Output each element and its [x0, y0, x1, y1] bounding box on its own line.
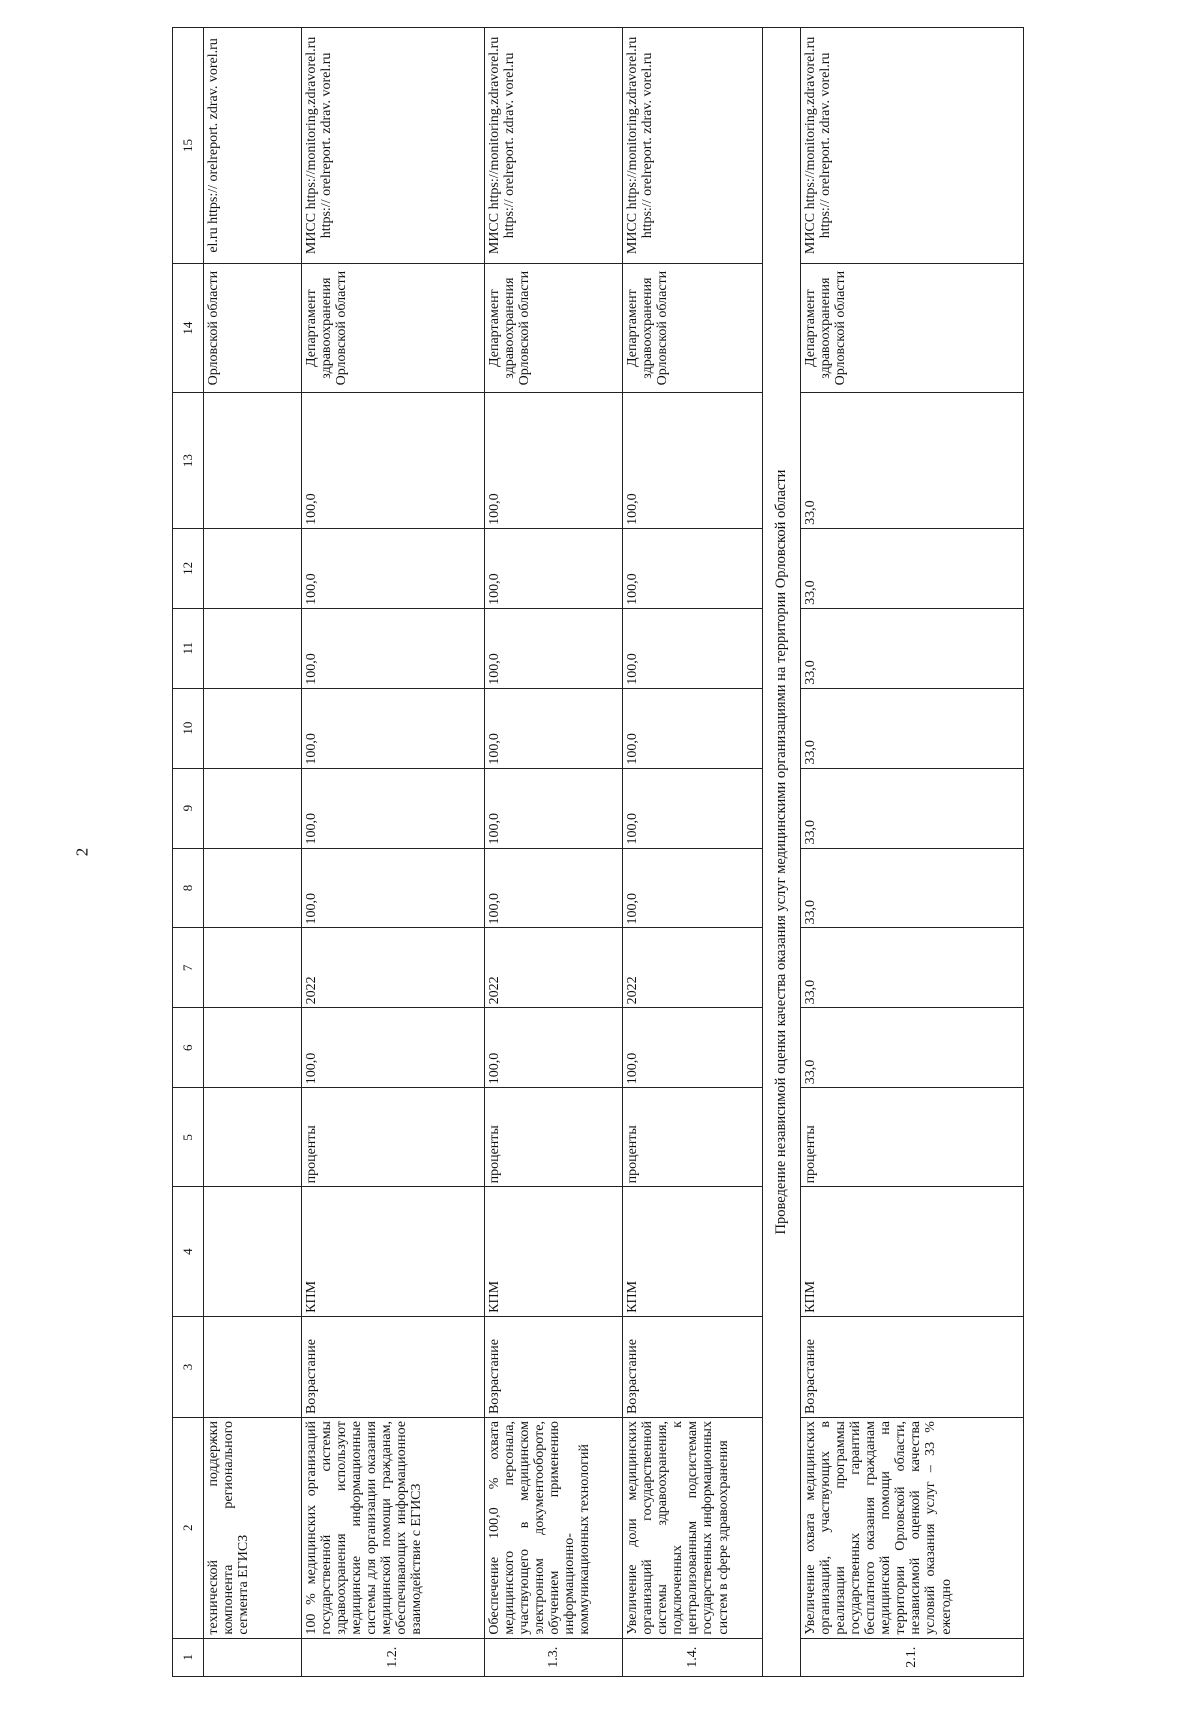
base-year-cell: 33,0 [800, 928, 1023, 1008]
indicators-table [172, 27, 1024, 1677]
table-row [622, 28, 762, 1677]
value-cell: 100,0 [484, 768, 622, 848]
header-cell: 15 [173, 28, 204, 264]
row-number: 1.2. [301, 1638, 484, 1676]
value-cell: 100,0 [301, 528, 484, 608]
responsible-cell: Департамент здравоохранения Орловской области [800, 263, 1023, 392]
value-cell: 100,0 [622, 848, 762, 928]
header-row [173, 28, 204, 1677]
indicator-description: технической поддержки компонента регионального сегмента ЕГИСЗ [203, 1418, 301, 1639]
header-cell: 7 [173, 928, 204, 1008]
base-value-cell: 33,0 [800, 1008, 1023, 1088]
table-row [301, 28, 484, 1677]
trend-cell: Возрастание [800, 1316, 1023, 1417]
type-cell: КПМ [301, 1187, 484, 1316]
trend-cell: Возрастание [484, 1316, 622, 1417]
unit-cell: проценты [622, 1088, 762, 1187]
trend-cell [203, 1316, 301, 1417]
header-cell: 3 [173, 1316, 204, 1417]
value-cell: 100,0 [484, 848, 622, 928]
value-cell: 100,0 [484, 393, 622, 529]
value-cell: 100,0 [622, 393, 762, 529]
source-cell: МИСС https://monitoring.zdravorel.ru https:// orelreport. zdrav. vorel.ru [301, 28, 484, 264]
indicator-description: Увеличение доли медицинских организаций государственной системы здравоохранения, подключенных к централизованным подсистемам государственных информационных систем в сфере здравоохранения [622, 1418, 762, 1639]
base-value-cell: 100,0 [484, 1008, 622, 1088]
rotated-table-container [172, 27, 1024, 1677]
value-cell: 33,0 [800, 688, 1023, 768]
row-number: 1.3. [484, 1638, 622, 1676]
base-year-cell [203, 928, 301, 1008]
value-cell: 33,0 [800, 528, 1023, 608]
responsible-cell: Департамент здравоохранения Орловской области [484, 263, 622, 392]
type-cell: КПМ [800, 1187, 1023, 1316]
header-cell: 10 [173, 688, 204, 768]
header-cell: 9 [173, 768, 204, 848]
responsible-cell: Департамент здравоохранения Орловской области [622, 263, 762, 392]
row-number: 1.4. [622, 1638, 762, 1676]
indicator-description: Увеличение охвата медицинских организаций, участвующих в реализации программы государственных гарантий бесплатного оказания гражданам медицинской помощи на территории Орловской области, независимой оценкой качества условий оказания услуг – 33 % ежегодно [800, 1418, 1023, 1639]
base-value-cell: 100,0 [622, 1008, 762, 1088]
responsible-cell: Департамент здравоохранения Орловской области [301, 263, 484, 392]
base-year-cell: 2022 [301, 928, 484, 1008]
value-cell: 100,0 [301, 393, 484, 529]
base-year-cell: 2022 [622, 928, 762, 1008]
value-cell: 33,0 [800, 768, 1023, 848]
type-cell [203, 1187, 301, 1316]
header-cell: 14 [173, 263, 204, 392]
base-year-cell: 2022 [484, 928, 622, 1008]
value-cell: 100,0 [484, 688, 622, 768]
header-cell: 11 [173, 608, 204, 688]
value-cell: 100,0 [622, 608, 762, 688]
indicator-description: Обеспечение 100,0 % охвата медицинского персонала, участвующего в медицинском электронном документообороте, обучением применению информационно-коммуникационных технологий [484, 1418, 622, 1639]
table-row [800, 28, 1023, 1677]
unit-cell: проценты [800, 1088, 1023, 1187]
value-cell: 100,0 [484, 608, 622, 688]
table-row [484, 28, 622, 1677]
source-cell: МИСС https://monitoring.zdravorel.ru https:// orelreport. zdrav. vorel.ru [484, 28, 622, 264]
header-cell: 2 [173, 1418, 204, 1639]
indicator-description: 100 % медицинских организаций государственной системы здравоохранения используют медицинские информационные системы для организации оказания медицинской помощи гражданам, обеспечивающих информационное взаимодействие с ЕГИСЗ [301, 1418, 484, 1639]
table-row [203, 28, 301, 1677]
type-cell: КПМ [622, 1187, 762, 1316]
header-cell: 6 [173, 1008, 204, 1088]
source-cell: el.ru https:// orelreport. zdrav. vorel.ru [203, 28, 301, 264]
value-cell: 100,0 [301, 848, 484, 928]
header-cell: 8 [173, 848, 204, 928]
value-cell: 33,0 [800, 608, 1023, 688]
value-cell: 100,0 [622, 768, 762, 848]
value-cell [203, 848, 301, 928]
value-cell: 33,0 [800, 393, 1023, 529]
row-number [203, 1638, 301, 1676]
trend-cell: Возрастание [622, 1316, 762, 1417]
source-cell: МИСС https://monitoring.zdravorel.ru https:// orelreport. zdrav. vorel.ru [800, 28, 1023, 264]
value-cell [203, 393, 301, 529]
header-cell: 4 [173, 1187, 204, 1316]
value-cell: 33,0 [800, 848, 1023, 928]
value-cell [203, 768, 301, 848]
source-cell: МИСС https://monitoring.zdravorel.ru https:// orelreport. zdrav. vorel.ru [622, 28, 762, 264]
value-cell [203, 688, 301, 768]
type-cell: КПМ [484, 1187, 622, 1316]
unit-cell: проценты [301, 1088, 484, 1187]
section-row [763, 28, 800, 1677]
value-cell: 100,0 [622, 528, 762, 608]
trend-cell: Возрастание [301, 1316, 484, 1417]
value-cell [203, 608, 301, 688]
base-value-cell [203, 1008, 301, 1088]
section-title: Проведение независимой оценки качества оказания услуг медицинскими организациями на территории Орловской области [763, 28, 800, 1677]
page-number: 2 [72, 847, 92, 857]
header-cell: 1 [173, 1638, 204, 1676]
value-cell: 100,0 [484, 528, 622, 608]
row-number: 2.1. [800, 1638, 1023, 1676]
header-cell: 5 [173, 1088, 204, 1187]
value-cell: 100,0 [301, 688, 484, 768]
value-cell: 100,0 [622, 688, 762, 768]
responsible-cell: Орловской области [203, 263, 301, 392]
header-cell: 13 [173, 393, 204, 529]
value-cell [203, 528, 301, 608]
base-value-cell: 100,0 [301, 1008, 484, 1088]
header-cell: 12 [173, 528, 204, 608]
value-cell: 100,0 [301, 608, 484, 688]
value-cell: 100,0 [301, 768, 484, 848]
unit-cell: проценты [484, 1088, 622, 1187]
unit-cell [203, 1088, 301, 1187]
